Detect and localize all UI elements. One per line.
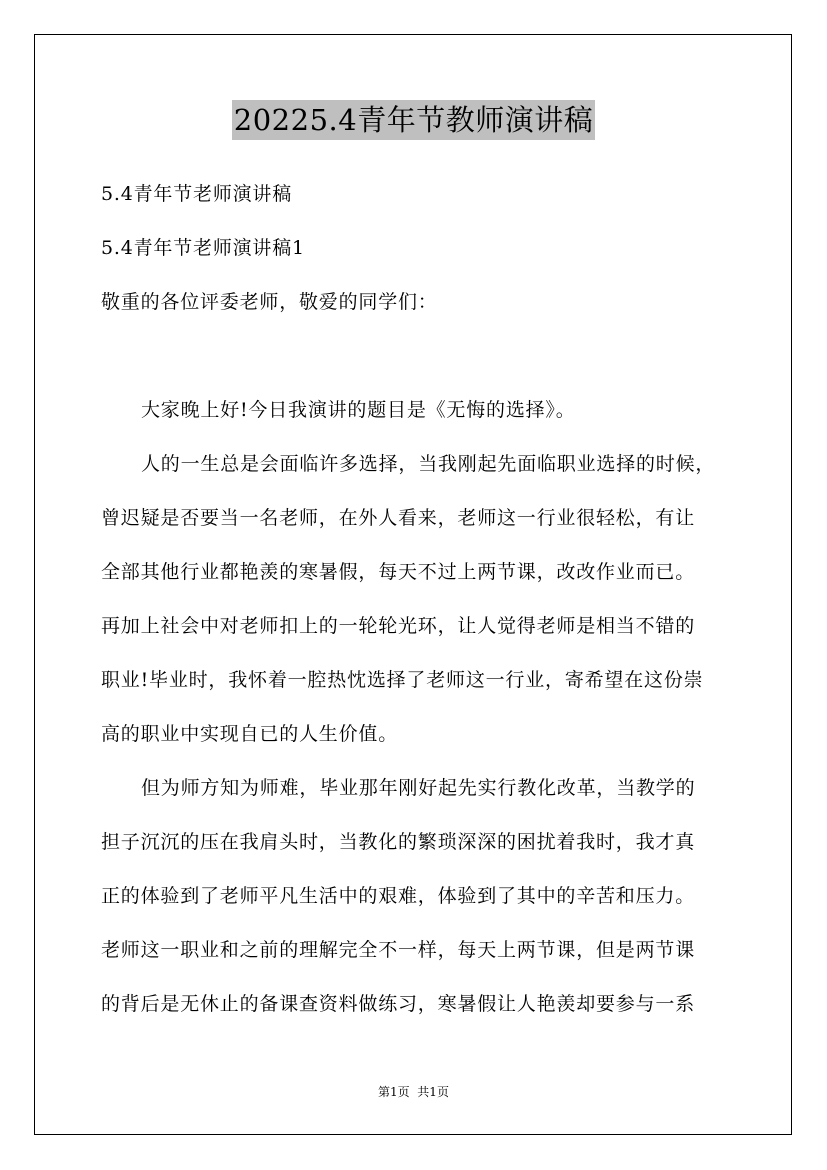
paragraph-line: 全部其他行业都艳羡的寒暑假，每天不过上两节课，改改作业而已。 (101, 561, 696, 583)
paragraph-line: 正的体验到了老师平凡生活中的艰难，体验到了其中的辛苦和压力。 (101, 885, 696, 907)
paragraph-line: 老师这一职业和之前的理解完全不一样，每天上两节课，但是两节课 (101, 939, 696, 961)
paragraph-line: 大家晚上好!今日我演讲的题目是《无悔的选择》。 (141, 399, 576, 421)
page-footer: 第1页 共1页 (378, 1085, 449, 1099)
paragraph-line: 高的职业中实现自已的人生价值。 (101, 723, 399, 745)
paragraph-line: 的背后是无休止的备课查资料做练习，寒暑假让人艳羡却要参与一系 (101, 993, 696, 1015)
paragraph-line: 人的一生总是会面临许多选择，当我刚起先面临职业选择的时候， (141, 453, 716, 475)
paragraph-line: 但为师方知为师难，毕业那年刚好起先实行教化改革，当教学的 (141, 777, 696, 799)
document-title: 20225.4青年节教师演讲稿 (232, 100, 595, 140)
paragraph-line: 担子沉沉的压在我肩头时，当教化的繁琐深深的困扰着我时，我才真 (101, 831, 696, 853)
paragraph-line: 曾迟疑是否要当一名老师，在外人看来，老师这一行业很轻松，有让 (101, 507, 696, 529)
subtitle-line: 5.4青年节老师演讲稿 (101, 183, 293, 205)
salutation-line: 敬重的各位评委老师，敬爱的同学们： (101, 291, 438, 313)
paragraph-line: 再加上社会中对老师扣上的一轮轮光环，让人觉得老师是相当不错的 (101, 615, 696, 637)
paragraph-line: 职业!毕业时，我怀着一腔热忱选择了老师这一行业，寄希望在这份崇 (101, 669, 704, 691)
subtitle-line-numbered: 5.4青年节老师演讲稿1 (101, 237, 305, 259)
title-container (0, 100, 827, 140)
